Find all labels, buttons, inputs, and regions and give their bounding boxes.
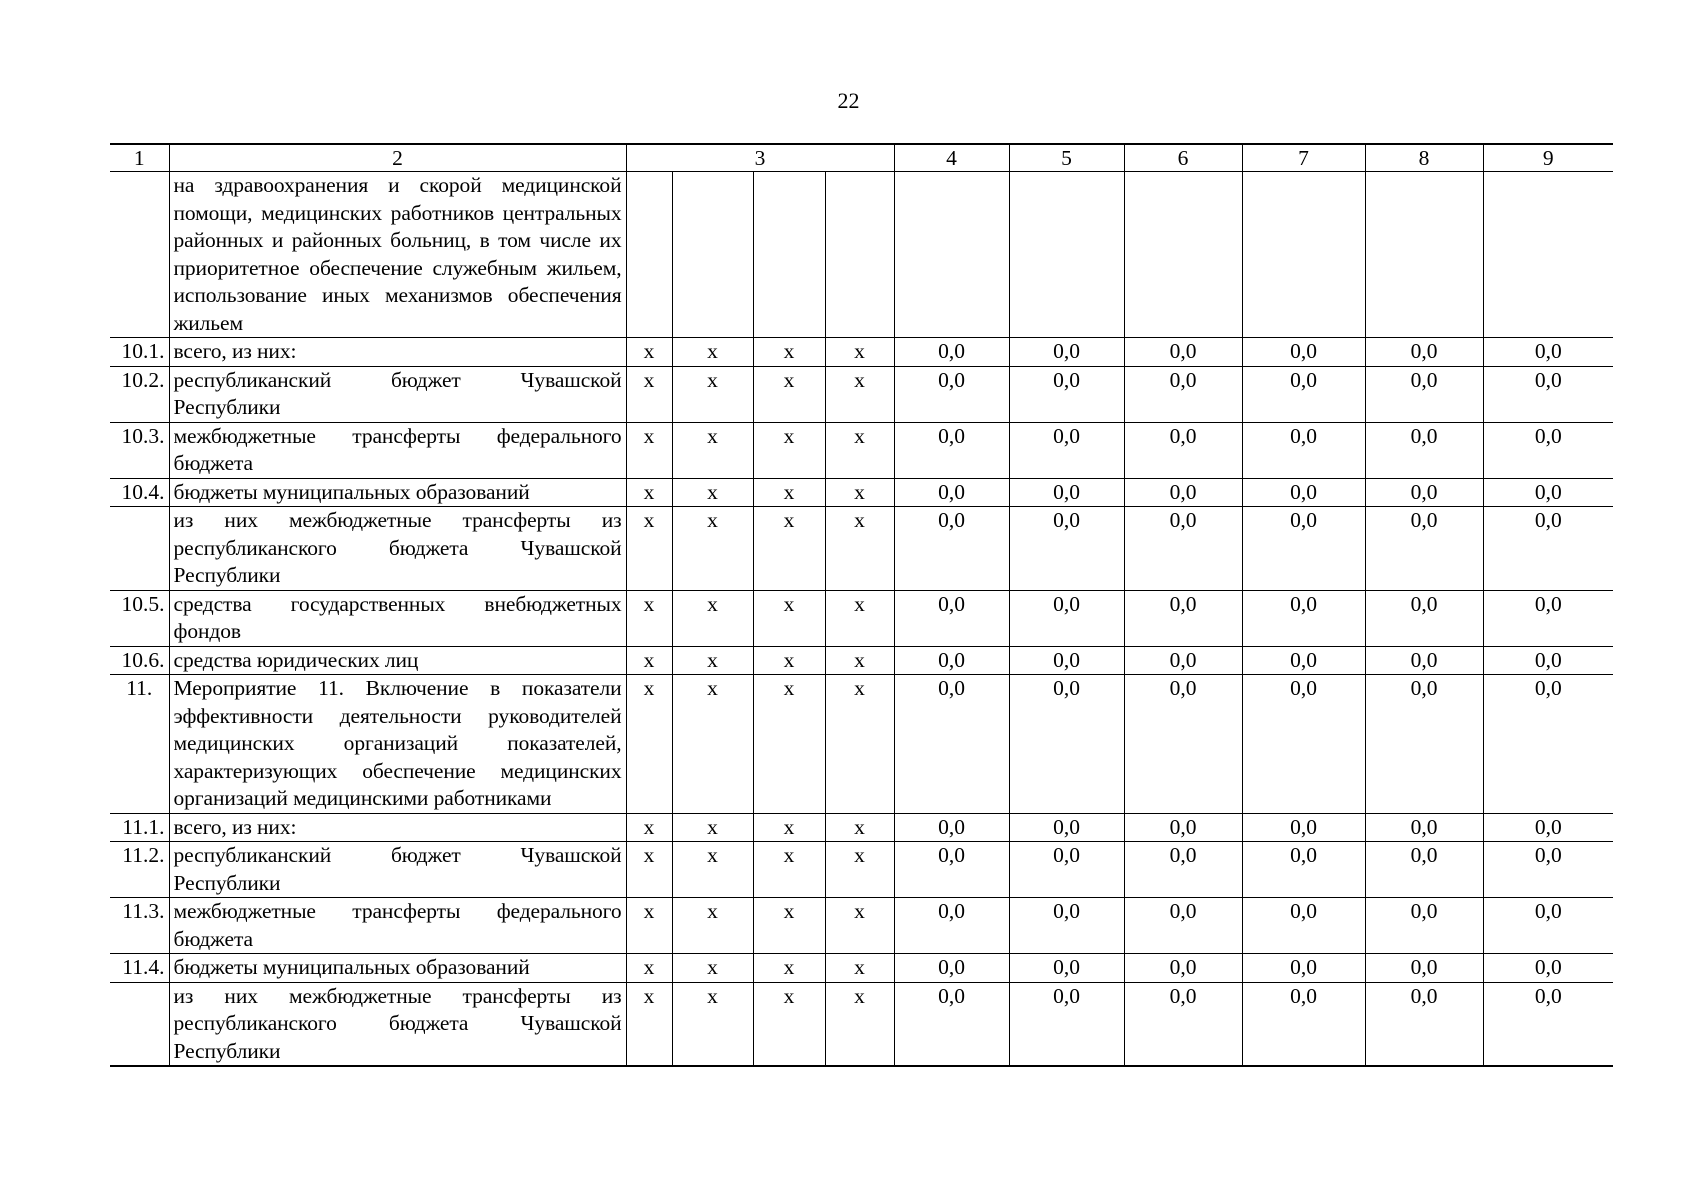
- code-cell: x: [825, 366, 894, 422]
- code-cell: x: [626, 646, 672, 675]
- code-cell: x: [672, 422, 753, 478]
- value-cell: 0,0: [1242, 366, 1365, 422]
- value-cell: 0,0: [1242, 507, 1365, 591]
- header-col-9: 9: [1483, 144, 1613, 172]
- value-cell: 0,0: [894, 646, 1009, 675]
- value-cell: 0,0: [1242, 675, 1365, 814]
- row-description: бюджеты муниципальных образований: [169, 478, 626, 507]
- code-cell: x: [626, 422, 672, 478]
- value-cell: 0,0: [894, 813, 1009, 842]
- code-cell: x: [672, 646, 753, 675]
- code-cell: x: [753, 478, 825, 507]
- value-cell: 0,0: [1009, 590, 1124, 646]
- header-col-3: 3: [626, 144, 894, 172]
- code-cell: x: [825, 507, 894, 591]
- value-cell: 0,0: [1009, 478, 1124, 507]
- value-cell: [1242, 172, 1365, 338]
- row-number: [110, 172, 169, 338]
- code-cell: x: [672, 366, 753, 422]
- value-cell: 0,0: [1483, 813, 1613, 842]
- row-number: 10.4.: [110, 478, 169, 507]
- code-cell: x: [825, 338, 894, 367]
- row-number: [110, 982, 169, 1066]
- row-number: 11.2.: [110, 842, 169, 898]
- code-cell: [672, 172, 753, 338]
- code-cell: x: [753, 590, 825, 646]
- row-number: 11.: [110, 675, 169, 814]
- code-cell: x: [672, 507, 753, 591]
- row-description: межбюджетные трансферты федерального бюджета: [169, 422, 626, 478]
- value-cell: 0,0: [1483, 507, 1613, 591]
- code-cell: x: [753, 675, 825, 814]
- value-cell: 0,0: [1483, 675, 1613, 814]
- table-row: [110, 646, 1613, 675]
- code-cell: x: [753, 422, 825, 478]
- table-row: [110, 338, 1613, 367]
- row-description: Мероприятие 11. Включение в показатели эффективности деятельности руководителей медицинских организаций показателей, характеризующих обеспечение медицинских организаций медицинскими работниками: [169, 675, 626, 814]
- table-row: [110, 842, 1613, 898]
- header-col-5: 5: [1009, 144, 1124, 172]
- row-description: бюджеты муниципальных образований: [169, 954, 626, 983]
- value-cell: [1365, 172, 1483, 338]
- value-cell: [1009, 172, 1124, 338]
- value-cell: 0,0: [1124, 507, 1242, 591]
- value-cell: 0,0: [1009, 842, 1124, 898]
- row-number: 10.2.: [110, 366, 169, 422]
- value-cell: 0,0: [894, 954, 1009, 983]
- code-cell: x: [825, 813, 894, 842]
- value-cell: 0,0: [1124, 338, 1242, 367]
- value-cell: 0,0: [1483, 982, 1613, 1066]
- row-number: 10.5.: [110, 590, 169, 646]
- header-col-1: 1: [110, 144, 169, 172]
- code-cell: x: [672, 338, 753, 367]
- value-cell: 0,0: [894, 842, 1009, 898]
- code-cell: x: [626, 898, 672, 954]
- value-cell: 0,0: [1365, 813, 1483, 842]
- value-cell: 0,0: [1242, 898, 1365, 954]
- value-cell: 0,0: [1483, 422, 1613, 478]
- code-cell: x: [672, 590, 753, 646]
- code-cell: x: [753, 954, 825, 983]
- value-cell: 0,0: [1009, 898, 1124, 954]
- value-cell: 0,0: [1009, 422, 1124, 478]
- value-cell: 0,0: [1365, 675, 1483, 814]
- value-cell: 0,0: [1242, 422, 1365, 478]
- value-cell: 0,0: [1009, 338, 1124, 367]
- row-description: средства государственных внебюджетных фондов: [169, 590, 626, 646]
- value-cell: 0,0: [1365, 507, 1483, 591]
- value-cell: 0,0: [1009, 646, 1124, 675]
- header-col-4: 4: [894, 144, 1009, 172]
- value-cell: 0,0: [1124, 982, 1242, 1066]
- value-cell: 0,0: [1124, 590, 1242, 646]
- value-cell: [1483, 172, 1613, 338]
- code-cell: x: [753, 366, 825, 422]
- row-description: из них межбюджетные трансферты из республиканского бюджета Чувашской Республики: [169, 982, 626, 1066]
- code-cell: x: [672, 982, 753, 1066]
- code-cell: x: [753, 842, 825, 898]
- row-number: 10.3.: [110, 422, 169, 478]
- value-cell: 0,0: [894, 478, 1009, 507]
- value-cell: 0,0: [894, 338, 1009, 367]
- budget-table: [110, 143, 1613, 1067]
- value-cell: 0,0: [1242, 982, 1365, 1066]
- code-cell: x: [626, 338, 672, 367]
- value-cell: 0,0: [1365, 422, 1483, 478]
- value-cell: 0,0: [1483, 478, 1613, 507]
- value-cell: 0,0: [1483, 954, 1613, 983]
- value-cell: 0,0: [1009, 507, 1124, 591]
- value-cell: 0,0: [1483, 898, 1613, 954]
- value-cell: 0,0: [1365, 646, 1483, 675]
- value-cell: 0,0: [1124, 478, 1242, 507]
- value-cell: 0,0: [894, 675, 1009, 814]
- code-cell: [626, 172, 672, 338]
- value-cell: 0,0: [1365, 842, 1483, 898]
- value-cell: 0,0: [1009, 813, 1124, 842]
- value-cell: 0,0: [1242, 338, 1365, 367]
- row-number: 11.3.: [110, 898, 169, 954]
- value-cell: 0,0: [894, 507, 1009, 591]
- value-cell: 0,0: [1242, 954, 1365, 983]
- code-cell: x: [825, 842, 894, 898]
- value-cell: 0,0: [1009, 982, 1124, 1066]
- value-cell: 0,0: [1365, 338, 1483, 367]
- value-cell: 0,0: [1009, 366, 1124, 422]
- code-cell: x: [753, 982, 825, 1066]
- value-cell: 0,0: [1365, 898, 1483, 954]
- code-cell: x: [626, 813, 672, 842]
- value-cell: 0,0: [1124, 813, 1242, 842]
- row-description: на здравоохранения и скорой медицинской помощи, медицинских работников центральных районных и районных больниц, в том числе их приоритетное обеспечение служебным жильем, использование иных механизмов обеспечения жильем: [169, 172, 626, 338]
- row-number: 10.6.: [110, 646, 169, 675]
- table-row: [110, 172, 1613, 338]
- table-row: [110, 507, 1613, 591]
- code-cell: x: [825, 675, 894, 814]
- value-cell: 0,0: [1124, 898, 1242, 954]
- code-cell: [753, 172, 825, 338]
- value-cell: 0,0: [1242, 813, 1365, 842]
- code-cell: x: [825, 590, 894, 646]
- table-row: [110, 954, 1613, 983]
- table-row: [110, 898, 1613, 954]
- value-cell: 0,0: [1242, 478, 1365, 507]
- value-cell: 0,0: [894, 590, 1009, 646]
- code-cell: x: [672, 898, 753, 954]
- row-description: республиканский бюджет Чувашской Республики: [169, 842, 626, 898]
- code-cell: x: [672, 675, 753, 814]
- code-cell: x: [626, 366, 672, 422]
- row-description: всего, из них:: [169, 813, 626, 842]
- page-number: 22: [837, 88, 860, 113]
- code-cell: x: [672, 478, 753, 507]
- value-cell: 0,0: [1365, 478, 1483, 507]
- table-row: [110, 813, 1613, 842]
- row-number: [110, 507, 169, 591]
- value-cell: 0,0: [1483, 366, 1613, 422]
- value-cell: 0,0: [1009, 675, 1124, 814]
- code-cell: x: [753, 813, 825, 842]
- table-row: [110, 422, 1613, 478]
- value-cell: 0,0: [894, 982, 1009, 1066]
- code-cell: x: [626, 507, 672, 591]
- code-cell: x: [626, 478, 672, 507]
- header-col-2: 2: [169, 144, 626, 172]
- value-cell: 0,0: [1365, 590, 1483, 646]
- value-cell: 0,0: [894, 898, 1009, 954]
- table-row: [110, 982, 1613, 1066]
- value-cell: 0,0: [1365, 954, 1483, 983]
- value-cell: [1124, 172, 1242, 338]
- code-cell: x: [825, 422, 894, 478]
- value-cell: 0,0: [1242, 646, 1365, 675]
- code-cell: x: [626, 842, 672, 898]
- row-description: средства юридических лиц: [169, 646, 626, 675]
- value-cell: 0,0: [1124, 675, 1242, 814]
- value-cell: 0,0: [1242, 590, 1365, 646]
- value-cell: 0,0: [1483, 590, 1613, 646]
- row-number: 11.4.: [110, 954, 169, 983]
- table-header-row: [110, 144, 1613, 172]
- code-cell: x: [753, 338, 825, 367]
- code-cell: x: [825, 898, 894, 954]
- code-cell: x: [626, 590, 672, 646]
- code-cell: x: [753, 507, 825, 591]
- value-cell: 0,0: [1365, 982, 1483, 1066]
- value-cell: 0,0: [1124, 954, 1242, 983]
- code-cell: x: [825, 646, 894, 675]
- value-cell: 0,0: [894, 422, 1009, 478]
- table-row: [110, 675, 1613, 814]
- code-cell: x: [672, 842, 753, 898]
- value-cell: 0,0: [1483, 646, 1613, 675]
- code-cell: x: [672, 813, 753, 842]
- code-cell: [825, 172, 894, 338]
- value-cell: 0,0: [1483, 842, 1613, 898]
- value-cell: 0,0: [1009, 954, 1124, 983]
- value-cell: 0,0: [1124, 422, 1242, 478]
- row-number: 11.1.: [110, 813, 169, 842]
- code-cell: x: [825, 982, 894, 1066]
- table-row: [110, 478, 1613, 507]
- row-description: межбюджетные трансферты федерального бюджета: [169, 898, 626, 954]
- value-cell: 0,0: [1365, 366, 1483, 422]
- value-cell: 0,0: [1124, 646, 1242, 675]
- value-cell: 0,0: [1124, 366, 1242, 422]
- code-cell: x: [672, 954, 753, 983]
- code-cell: x: [825, 954, 894, 983]
- code-cell: x: [626, 954, 672, 983]
- row-description: из них межбюджетные трансферты из республиканского бюджета Чувашской Республики: [169, 507, 626, 591]
- row-description: республиканский бюджет Чувашской Республики: [169, 366, 626, 422]
- row-number: 10.1.: [110, 338, 169, 367]
- table-row: [110, 590, 1613, 646]
- value-cell: 0,0: [1483, 338, 1613, 367]
- code-cell: x: [753, 646, 825, 675]
- header-col-8: 8: [1365, 144, 1483, 172]
- table-row: [110, 366, 1613, 422]
- code-cell: x: [626, 982, 672, 1066]
- header-col-7: 7: [1242, 144, 1365, 172]
- value-cell: 0,0: [894, 366, 1009, 422]
- header-col-6: 6: [1124, 144, 1242, 172]
- code-cell: x: [626, 675, 672, 814]
- code-cell: x: [753, 898, 825, 954]
- code-cell: x: [825, 478, 894, 507]
- value-cell: 0,0: [1124, 842, 1242, 898]
- value-cell: [894, 172, 1009, 338]
- row-description: всего, из них:: [169, 338, 626, 367]
- value-cell: 0,0: [1242, 842, 1365, 898]
